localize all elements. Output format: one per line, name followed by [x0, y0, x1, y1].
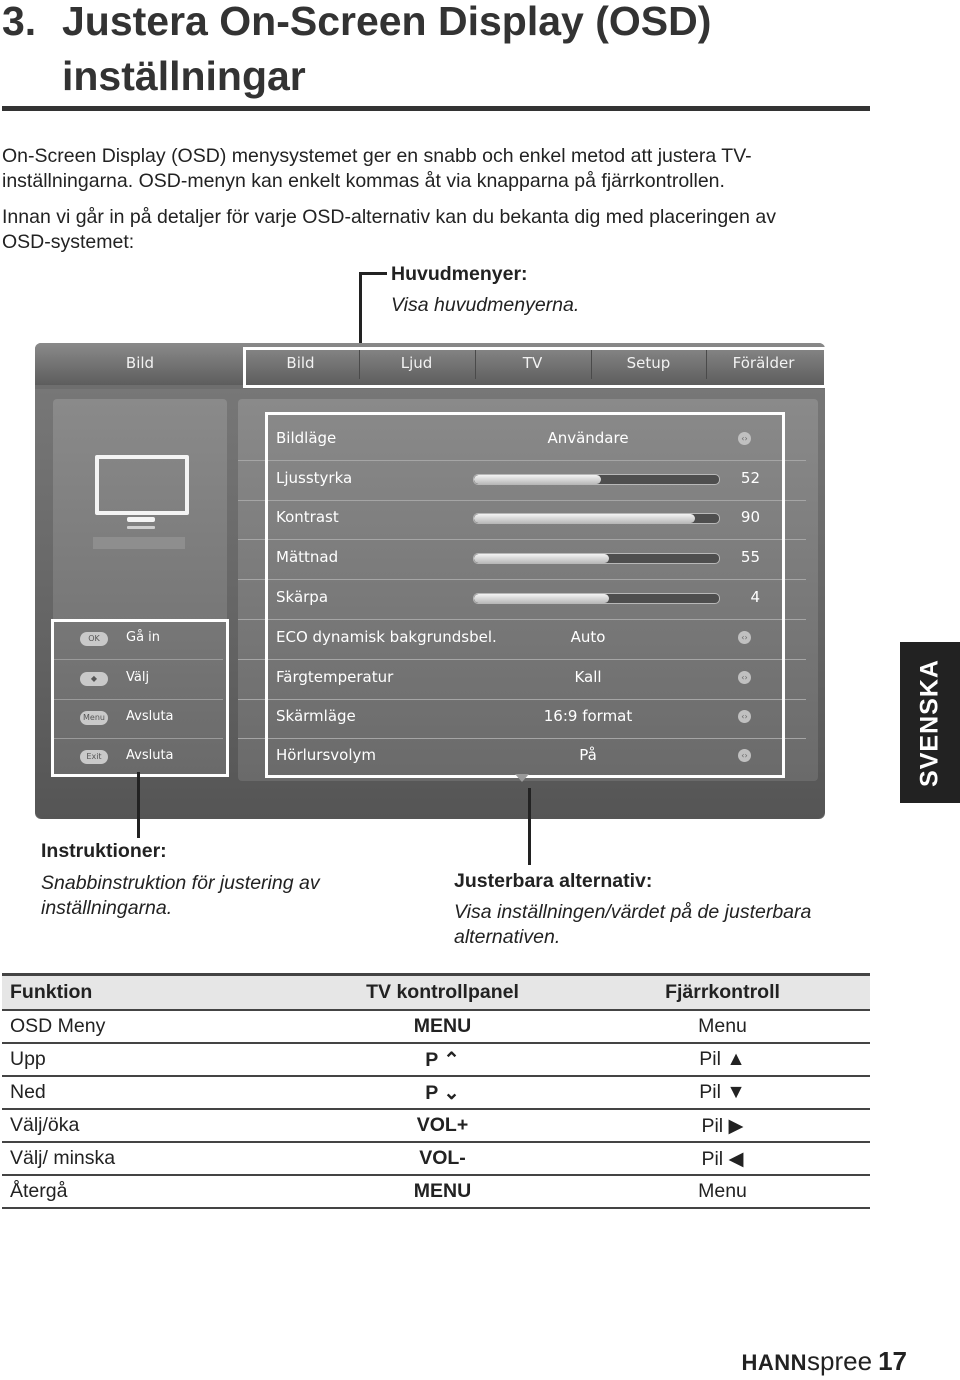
table-header: Fjärrkontroll	[575, 975, 870, 1011]
exit-key-icon: Exit	[80, 750, 108, 764]
osd-menu-illustration	[35, 343, 825, 819]
scroll-down-icon[interactable]	[515, 774, 529, 782]
callout-instructions-heading: Instruktioner:	[41, 840, 167, 862]
menu-key-icon: Menu	[80, 711, 108, 725]
intro-paragraph-1: On-Screen Display (OSD) menysystemet ger en snabb och enkel metod att justera TV- inställningarna. OSD-menyn kan enkelt kommas åt via knapparna på fjärrkontrollen.	[2, 145, 752, 192]
left-right-arrow-icon[interactable]: ‹›	[738, 749, 751, 762]
intro-paragraph-2: Innan vi går in på detaljer för varje OSD-alternativ kan du bekanta dig med placeringen av OSD-systemet:	[2, 206, 776, 253]
instruction-row: OK Gå in	[53, 620, 223, 660]
callout-line-adjustable	[528, 788, 531, 865]
page-number: 17	[878, 1346, 907, 1376]
ok-key-icon: OK	[80, 632, 108, 646]
callout-main-text: Visa huvudmenyerna.	[391, 294, 580, 316]
osd-current-menu: Bild	[125, 354, 155, 372]
osd-tab-foralder[interactable]: Förälder	[732, 354, 795, 372]
osd-tab-bar	[35, 343, 825, 385]
brand-logo: HANN	[741, 1350, 808, 1375]
section-number: 3.	[2, 0, 37, 44]
setting-row-ljusstyrka[interactable]: Ljusstyrka 52	[238, 461, 806, 501]
language-tab: SVENSKA	[900, 642, 960, 803]
instruction-row: Menu Avsluta	[53, 699, 223, 739]
title-rule	[2, 106, 870, 111]
callout-line-main-h	[359, 272, 387, 275]
left-right-arrow-icon[interactable]: ‹›	[738, 631, 751, 644]
title-line-2: inställningar	[62, 53, 306, 99]
instructions-highlight	[51, 619, 229, 777]
setting-row-horlursvolym[interactable]: Hörlursvolym På ‹›	[238, 738, 806, 777]
instruction-row: ◆ Välj	[53, 660, 223, 700]
osd-tab-ljud[interactable]: Ljud	[400, 354, 433, 372]
table-header: TV kontrollpanel	[310, 975, 575, 1011]
table-header-row	[2, 975, 870, 1011]
callout-instructions-text: Snabbinstruktion för justering av inställningarna.	[41, 872, 320, 919]
setting-row-mattnad[interactable]: Mättnad 55	[238, 540, 806, 580]
left-right-arrow-icon[interactable]: ‹›	[738, 710, 751, 723]
navigate-key-icon: ◆	[80, 672, 108, 686]
title-line-1: Justera On-Screen Display (OSD)	[62, 0, 712, 44]
callout-line-main	[359, 272, 362, 345]
left-right-arrow-icon[interactable]: ‹›	[738, 671, 751, 684]
page-title	[2, 0, 711, 104]
setting-row-skarmlage[interactable]: Skärmläge 16:9 format ‹›	[238, 699, 806, 739]
adjustable-options-highlight	[265, 412, 785, 778]
setting-row-eco[interactable]: ECO dynamisk bakgrundsbel. Auto ‹›	[238, 620, 806, 660]
callout-adjustable-heading: Justerbara alternativ:	[454, 870, 653, 892]
setting-row-fargtemperatur[interactable]: Färgtemperatur Kall ‹›	[238, 660, 806, 700]
instruction-row: Exit Avsluta	[53, 738, 223, 777]
table-row: Välj/öka VOL+ Pil ▶	[2, 1109, 870, 1142]
table-row: Välj/ minska VOL- Pil ◀	[2, 1142, 870, 1175]
setting-row-bildlage[interactable]: Bildläge Användare ‹›	[238, 421, 806, 461]
page-footer: HANNspree 17	[741, 1346, 907, 1376]
osd-tab-tv[interactable]: TV	[522, 354, 543, 372]
left-right-arrow-icon[interactable]: ‹›	[738, 432, 751, 445]
callout-main-heading: Huvudmenyer:	[391, 263, 528, 285]
callout-adjustable-text: Visa inställningen/värdet på de justerbara alternativen.	[454, 901, 812, 948]
table-row: OSD Meny MENU Menu	[2, 1010, 870, 1043]
tv-icon	[95, 455, 189, 515]
table-row: Ned P ⌄ Pil ▼	[2, 1076, 870, 1109]
table-row: Återgå MENU Menu	[2, 1175, 870, 1208]
table-header: Funktion	[2, 975, 310, 1011]
controls-table	[2, 973, 870, 1209]
osd-tab-setup[interactable]: Setup	[626, 354, 671, 372]
osd-tab-bild[interactable]: Bild	[286, 354, 315, 372]
table-row: Upp P ⌃ Pil ▲	[2, 1043, 870, 1076]
setting-row-kontrast[interactable]: Kontrast 90	[238, 500, 806, 540]
tv-stand-icon	[127, 517, 155, 522]
osd-tab-highlight	[243, 347, 827, 388]
callout-line-instructions	[137, 772, 140, 838]
setting-row-skarpa[interactable]: Skärpa 4	[238, 580, 806, 620]
